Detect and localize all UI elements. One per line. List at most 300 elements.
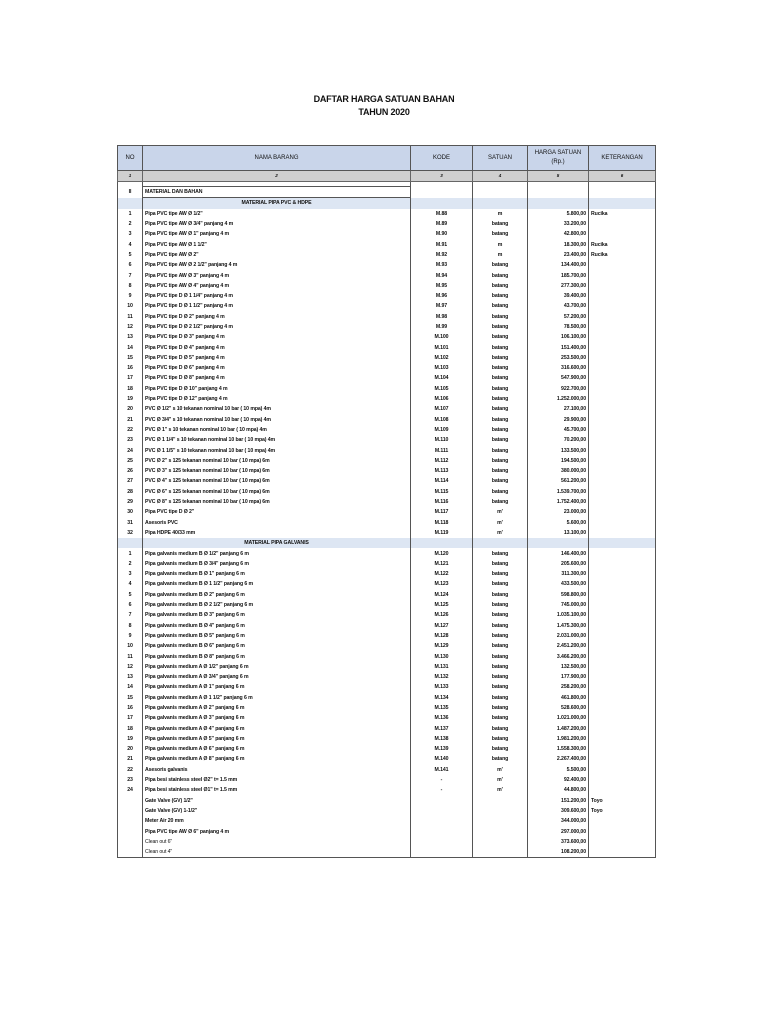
item-code: M.108 — [411, 415, 473, 425]
row-number: 27 — [118, 476, 143, 486]
section-cell — [118, 538, 143, 548]
item-remark — [589, 641, 656, 651]
item-unit: batang — [473, 404, 528, 414]
row-number: 12 — [118, 662, 143, 672]
item-code: M.105 — [411, 384, 473, 394]
item-code: - — [411, 785, 473, 795]
item-remark — [589, 342, 656, 352]
item-price: 5.500,00 — [528, 765, 589, 775]
table-row — [118, 847, 656, 858]
item-remark — [589, 610, 656, 620]
item-name: Pipa galvanis medium A Ø 1/2" panjang 6 m — [143, 662, 411, 672]
item-code: M.93 — [411, 260, 473, 270]
row-number: 1 — [118, 209, 143, 219]
table-row — [118, 765, 656, 775]
item-price: 1.539.700,00 — [528, 487, 589, 497]
item-code: M.125 — [411, 600, 473, 610]
row-number: 17 — [118, 373, 143, 383]
row-number: 11 — [118, 312, 143, 322]
item-name: Pipa galvanis medium B Ø 4" panjang 6 m — [143, 620, 411, 630]
item-unit: batang — [473, 281, 528, 291]
row-number: 24 — [118, 445, 143, 455]
table-row — [118, 631, 656, 641]
group-name: MATERIAL DAN BAHAN — [143, 187, 411, 198]
table-row — [118, 260, 656, 270]
item-code: M.112 — [411, 456, 473, 466]
item-price: 23.400,00 — [528, 250, 589, 260]
item-remark — [589, 765, 656, 775]
item-unit: batang — [473, 610, 528, 620]
table-row — [118, 332, 656, 342]
item-name: Pipa HDPE 40/33 mm — [143, 528, 411, 538]
item-price: 205.600,00 — [528, 559, 589, 569]
item-price: 133.500,00 — [528, 445, 589, 455]
item-unit: batang — [473, 713, 528, 723]
item-unit: batang — [473, 723, 528, 733]
row-number: 21 — [118, 415, 143, 425]
row-number: 12 — [118, 322, 143, 332]
header-no: NO — [118, 146, 143, 171]
row-number: 16 — [118, 703, 143, 713]
document-title-block — [0, 93, 768, 119]
row-number: 2 — [118, 219, 143, 229]
item-price: 44.800,00 — [528, 785, 589, 795]
item-unit: batang — [473, 363, 528, 373]
item-name: PVC Ø 3/4" s 10 tekanan nominal 10 bar ( 10 mpa) 4m — [143, 415, 411, 425]
row-number: 9 — [118, 631, 143, 641]
table-row — [118, 312, 656, 322]
item-remark — [589, 425, 656, 435]
item-remark: Rucika — [589, 250, 656, 260]
item-price: 42.800,00 — [528, 229, 589, 239]
item-price: 528.600,00 — [528, 703, 589, 713]
table-row — [118, 806, 656, 816]
row-number: 11 — [118, 651, 143, 661]
item-name: Pipa galvanis medium B Ø 1 1/2" panjang 6 m — [143, 579, 411, 589]
item-code: M.91 — [411, 239, 473, 249]
item-unit: batang — [473, 672, 528, 682]
item-name: Pipa galvanis medium B Ø 3" panjang 6 m — [143, 610, 411, 620]
item-code: M.100 — [411, 332, 473, 342]
item-remark — [589, 744, 656, 754]
item-code: M.123 — [411, 579, 473, 589]
row-number: 7 — [118, 610, 143, 620]
item-price: 380.000,00 — [528, 466, 589, 476]
item-code: M.90 — [411, 229, 473, 239]
item-code: M.104 — [411, 373, 473, 383]
item-price: 1.981.200,00 — [528, 734, 589, 744]
row-number: 29 — [118, 497, 143, 507]
item-name: PVC Ø 1/2" s 10 tekanan nominal 10 bar ( 10 mpa) 4m — [143, 404, 411, 414]
item-unit — [473, 796, 528, 806]
item-name: Pipa galvanis medium A Ø 1" panjang 6 m — [143, 682, 411, 692]
item-unit: batang — [473, 394, 528, 404]
item-remark: Rucika — [589, 209, 656, 219]
table-row — [118, 342, 656, 352]
item-remark — [589, 353, 656, 363]
item-unit: batang — [473, 270, 528, 280]
row-number: 10 — [118, 641, 143, 651]
item-unit: batang — [473, 476, 528, 486]
section-cell — [589, 198, 656, 209]
section-cell — [473, 538, 528, 548]
row-number: 4 — [118, 579, 143, 589]
item-remark: Toyo — [589, 806, 656, 816]
item-name: Pipa PVC tipe AW Ø 6" panjang 4 m — [143, 826, 411, 836]
item-price: 43.700,00 — [528, 301, 589, 311]
item-name: Pipa besi stainless steel Ø1" t= 1.5 mm — [143, 785, 411, 795]
item-unit — [473, 806, 528, 816]
item-code: M.102 — [411, 353, 473, 363]
row-number: 3 — [118, 229, 143, 239]
item-name: Pipa galvanis medium B Ø 2" panjang 6 m — [143, 590, 411, 600]
table-row — [118, 415, 656, 425]
item-remark — [589, 826, 656, 836]
row-number: 16 — [118, 363, 143, 373]
row-number: 6 — [118, 600, 143, 610]
item-name: Pipa PVC tipe AW Ø 1" panjang 4 m — [143, 229, 411, 239]
row-number — [118, 837, 143, 847]
item-name: Pipa PVC tipe D Ø 2" — [143, 507, 411, 517]
table-row — [118, 291, 656, 301]
item-remark — [589, 528, 656, 538]
item-price: 151.400,00 — [528, 342, 589, 352]
row-number: 25 — [118, 456, 143, 466]
header-keterangan: KETERANGAN — [589, 146, 656, 171]
row-number: 14 — [118, 682, 143, 692]
table-row — [118, 445, 656, 455]
item-remark — [589, 548, 656, 558]
item-remark — [589, 590, 656, 600]
row-number: 5 — [118, 250, 143, 260]
item-code: M.127 — [411, 620, 473, 630]
section-row — [118, 538, 656, 548]
item-name: Pipa galvanis medium A Ø 5" panjang 6 m — [143, 734, 411, 744]
item-remark — [589, 713, 656, 723]
item-code: M.99 — [411, 322, 473, 332]
row-number: 3 — [118, 569, 143, 579]
item-unit: batang — [473, 229, 528, 239]
item-code: M.124 — [411, 590, 473, 600]
item-price: 33.200,00 — [528, 219, 589, 229]
item-remark — [589, 837, 656, 847]
item-unit: batang — [473, 415, 528, 425]
table-row — [118, 559, 656, 569]
item-unit: batang — [473, 559, 528, 569]
row-number: 20 — [118, 404, 143, 414]
item-code: M.130 — [411, 651, 473, 661]
item-remark — [589, 301, 656, 311]
item-name: Pipa PVC tipe D Ø 10" panjang 4 m — [143, 384, 411, 394]
row-number: 14 — [118, 342, 143, 352]
item-unit: batang — [473, 641, 528, 651]
item-price: 461.800,00 — [528, 693, 589, 703]
item-code: M.94 — [411, 270, 473, 280]
group-row — [118, 187, 656, 198]
item-name: Pipa PVC tipe D Ø 1 1/4" panjang 4 m — [143, 291, 411, 301]
item-code: M.121 — [411, 559, 473, 569]
item-name: Pipa galvanis medium A Ø 4" panjang 6 m — [143, 723, 411, 733]
item-remark — [589, 312, 656, 322]
row-number: 17 — [118, 713, 143, 723]
table-row — [118, 363, 656, 373]
item-unit: batang — [473, 497, 528, 507]
item-price: 311.300,00 — [528, 569, 589, 579]
item-name: PVC Ø 1 1/5" s 10 tekanan nominal 10 bar ( 10 mpa) 4m — [143, 445, 411, 455]
item-code — [411, 806, 473, 816]
row-number: 31 — [118, 518, 143, 528]
item-code: M.118 — [411, 518, 473, 528]
item-price: 598.800,00 — [528, 590, 589, 600]
item-name: Pipa PVC tipe D Ø 2" panjang 4 m — [143, 312, 411, 322]
item-name: Pipa PVC tipe AW Ø 4" panjang 4 m — [143, 281, 411, 291]
item-code: M.134 — [411, 693, 473, 703]
table-row — [118, 682, 656, 692]
item-code: M.132 — [411, 672, 473, 682]
item-code: M.88 — [411, 209, 473, 219]
item-remark — [589, 569, 656, 579]
item-price: 78.500,00 — [528, 322, 589, 332]
item-unit: batang — [473, 456, 528, 466]
table-row — [118, 456, 656, 466]
section-cell — [589, 538, 656, 548]
row-number: 6 — [118, 260, 143, 270]
item-remark — [589, 476, 656, 486]
item-code — [411, 826, 473, 836]
table-row — [118, 384, 656, 394]
section-row — [118, 198, 656, 209]
table-row — [118, 641, 656, 651]
item-remark — [589, 435, 656, 445]
item-unit: batang — [473, 631, 528, 641]
item-price: 194.500,00 — [528, 456, 589, 466]
item-price: 2.267.400,00 — [528, 754, 589, 764]
row-number: 7 — [118, 270, 143, 280]
row-number: 18 — [118, 384, 143, 394]
item-unit: batang — [473, 342, 528, 352]
item-unit: m' — [473, 518, 528, 528]
price-table — [117, 145, 656, 858]
item-remark — [589, 497, 656, 507]
row-number: 4 — [118, 239, 143, 249]
item-price: 433.500,00 — [528, 579, 589, 589]
table-row — [118, 487, 656, 497]
table-row — [118, 590, 656, 600]
item-unit: batang — [473, 600, 528, 610]
row-number: 28 — [118, 487, 143, 497]
table-row — [118, 754, 656, 764]
document-subtitle: TAHUN 2020 — [358, 107, 410, 117]
row-number: 13 — [118, 332, 143, 342]
item-name: Pipa galvanis medium A Ø 3" panjang 6 m — [143, 713, 411, 723]
item-unit — [473, 816, 528, 826]
item-unit: m — [473, 239, 528, 249]
item-remark — [589, 219, 656, 229]
item-price: 92.400,00 — [528, 775, 589, 785]
item-unit: batang — [473, 693, 528, 703]
item-name: Pipa galvanis medium B Ø 5" panjang 6 m — [143, 631, 411, 641]
table-row — [118, 734, 656, 744]
item-name: Pipa PVC tipe D Ø 6" panjang 4 m — [143, 363, 411, 373]
item-remark — [589, 394, 656, 404]
item-name: Pipa PVC tipe D Ø 3" panjang 4 m — [143, 332, 411, 342]
table-row — [118, 497, 656, 507]
table-row — [118, 507, 656, 517]
item-name: PVC Ø 1 1/4" s 10 tekanan nominal 10 bar ( 10 mpa) 4m — [143, 435, 411, 445]
item-remark — [589, 559, 656, 569]
item-remark: Toyo — [589, 796, 656, 806]
item-remark — [589, 260, 656, 270]
item-remark — [589, 291, 656, 301]
item-name: Pipa PVC tipe AW Ø 2" — [143, 250, 411, 260]
item-code: - — [411, 775, 473, 785]
table-row — [118, 239, 656, 249]
item-code: M.92 — [411, 250, 473, 260]
item-unit: batang — [473, 754, 528, 764]
item-name: Pipa galvanis medium A Ø 6" panjang 6 m — [143, 744, 411, 754]
item-remark — [589, 754, 656, 764]
item-remark — [589, 662, 656, 672]
item-name: Pipa PVC tipe D Ø 8" panjang 4 m — [143, 373, 411, 383]
item-code: M.140 — [411, 754, 473, 764]
item-unit: batang — [473, 620, 528, 630]
table-row — [118, 723, 656, 733]
item-remark — [589, 631, 656, 641]
item-remark — [589, 270, 656, 280]
item-unit: batang — [473, 734, 528, 744]
item-name: Pipa PVC tipe AW Ø 3" panjang 4 m — [143, 270, 411, 280]
item-price: 1.558.300,00 — [528, 744, 589, 754]
item-remark — [589, 456, 656, 466]
item-price: 134.400,00 — [528, 260, 589, 270]
item-name: PVC Ø 3" s 125 tekanan nominal 10 bar ( 10 mpa) 6m — [143, 466, 411, 476]
item-code: M.131 — [411, 662, 473, 672]
item-code: M.107 — [411, 404, 473, 414]
item-name: Pipa PVC tipe AW Ø 1/2" — [143, 209, 411, 219]
column-number: 5 — [528, 171, 589, 182]
item-code: M.129 — [411, 641, 473, 651]
item-name: Pipa galvanis medium A Ø 1 1/2" panjang 6 m — [143, 693, 411, 703]
item-price: 1.021.000,00 — [528, 713, 589, 723]
item-remark: Rucika — [589, 239, 656, 249]
item-name: Pipa PVC tipe D Ø 12" panjang 4 m — [143, 394, 411, 404]
item-price: 23.000,00 — [528, 507, 589, 517]
table-row — [118, 209, 656, 219]
row-number: 1 — [118, 548, 143, 558]
section-cell — [411, 198, 473, 209]
item-remark — [589, 785, 656, 795]
item-code: M.139 — [411, 744, 473, 754]
item-price: 45.700,00 — [528, 425, 589, 435]
row-number: 22 — [118, 425, 143, 435]
item-name: PVC Ø 6" s 125 tekanan nominal 10 bar ( 10 mpa) 6m — [143, 487, 411, 497]
item-name: Pipa galvanis medium B Ø 2 1/2" panjang 6 m — [143, 600, 411, 610]
item-name: Clean out 6" — [143, 837, 411, 847]
item-remark — [589, 651, 656, 661]
item-code: M.133 — [411, 682, 473, 692]
item-code — [411, 816, 473, 826]
item-remark — [589, 600, 656, 610]
table-row — [118, 322, 656, 332]
row-number: 13 — [118, 672, 143, 682]
item-unit: batang — [473, 384, 528, 394]
item-price: 297.000,00 — [528, 826, 589, 836]
section-title: MATERIAL PIPA GALVANIS — [143, 538, 411, 548]
item-name: Pipa galvanis medium A Ø 2" panjang 6 m — [143, 703, 411, 713]
item-price: 57.200,00 — [528, 312, 589, 322]
row-number: 5 — [118, 590, 143, 600]
section-cell — [528, 198, 589, 209]
item-code: M.136 — [411, 713, 473, 723]
item-price: 547.900,00 — [528, 373, 589, 383]
table-row — [118, 600, 656, 610]
item-code — [411, 847, 473, 858]
section-cell — [528, 538, 589, 548]
table-row — [118, 250, 656, 260]
table-row — [118, 837, 656, 847]
item-price: 2.451.200,00 — [528, 641, 589, 651]
table-row — [118, 826, 656, 836]
item-remark — [589, 579, 656, 589]
item-unit: m — [473, 250, 528, 260]
item-remark — [589, 445, 656, 455]
item-price: 27.100,00 — [528, 404, 589, 414]
column-number: 4 — [473, 171, 528, 182]
item-price: 151.200,00 — [528, 796, 589, 806]
item-remark — [589, 332, 656, 342]
item-price: 373.600,00 — [528, 837, 589, 847]
item-remark — [589, 816, 656, 826]
item-code: M.116 — [411, 497, 473, 507]
item-price: 1.487.200,00 — [528, 723, 589, 733]
item-name: Pipa galvanis medium A Ø 8" panjang 6 m — [143, 754, 411, 764]
item-code — [411, 837, 473, 847]
row-number: 10 — [118, 301, 143, 311]
item-unit: batang — [473, 682, 528, 692]
row-number: 19 — [118, 734, 143, 744]
column-number-row — [118, 171, 656, 182]
item-remark — [589, 682, 656, 692]
item-unit: batang — [473, 569, 528, 579]
table-row — [118, 651, 656, 661]
item-code: M.96 — [411, 291, 473, 301]
table-row — [118, 425, 656, 435]
row-number: 18 — [118, 723, 143, 733]
table-row — [118, 785, 656, 795]
section-title: MATERIAL PIPA PVC & HDPE — [143, 198, 411, 209]
item-price: 5.800,00 — [528, 209, 589, 219]
item-price: 258.200,00 — [528, 682, 589, 692]
item-name: Asesoris galvanis — [143, 765, 411, 775]
item-code: M.97 — [411, 301, 473, 311]
item-remark — [589, 775, 656, 785]
table-row — [118, 270, 656, 280]
item-unit: batang — [473, 579, 528, 589]
column-number: 3 — [411, 171, 473, 182]
row-number: 24 — [118, 785, 143, 795]
row-number: 23 — [118, 775, 143, 785]
item-price: 132.500,00 — [528, 662, 589, 672]
item-remark — [589, 415, 656, 425]
item-unit: batang — [473, 548, 528, 558]
row-number: 8 — [118, 620, 143, 630]
item-code: M.113 — [411, 466, 473, 476]
table-row — [118, 610, 656, 620]
row-number: 15 — [118, 353, 143, 363]
item-name: Pipa PVC tipe D Ø 5" panjang 4 m — [143, 353, 411, 363]
item-remark — [589, 322, 656, 332]
item-name: Pipa galvanis medium B Ø 1" panjang 6 m — [143, 569, 411, 579]
